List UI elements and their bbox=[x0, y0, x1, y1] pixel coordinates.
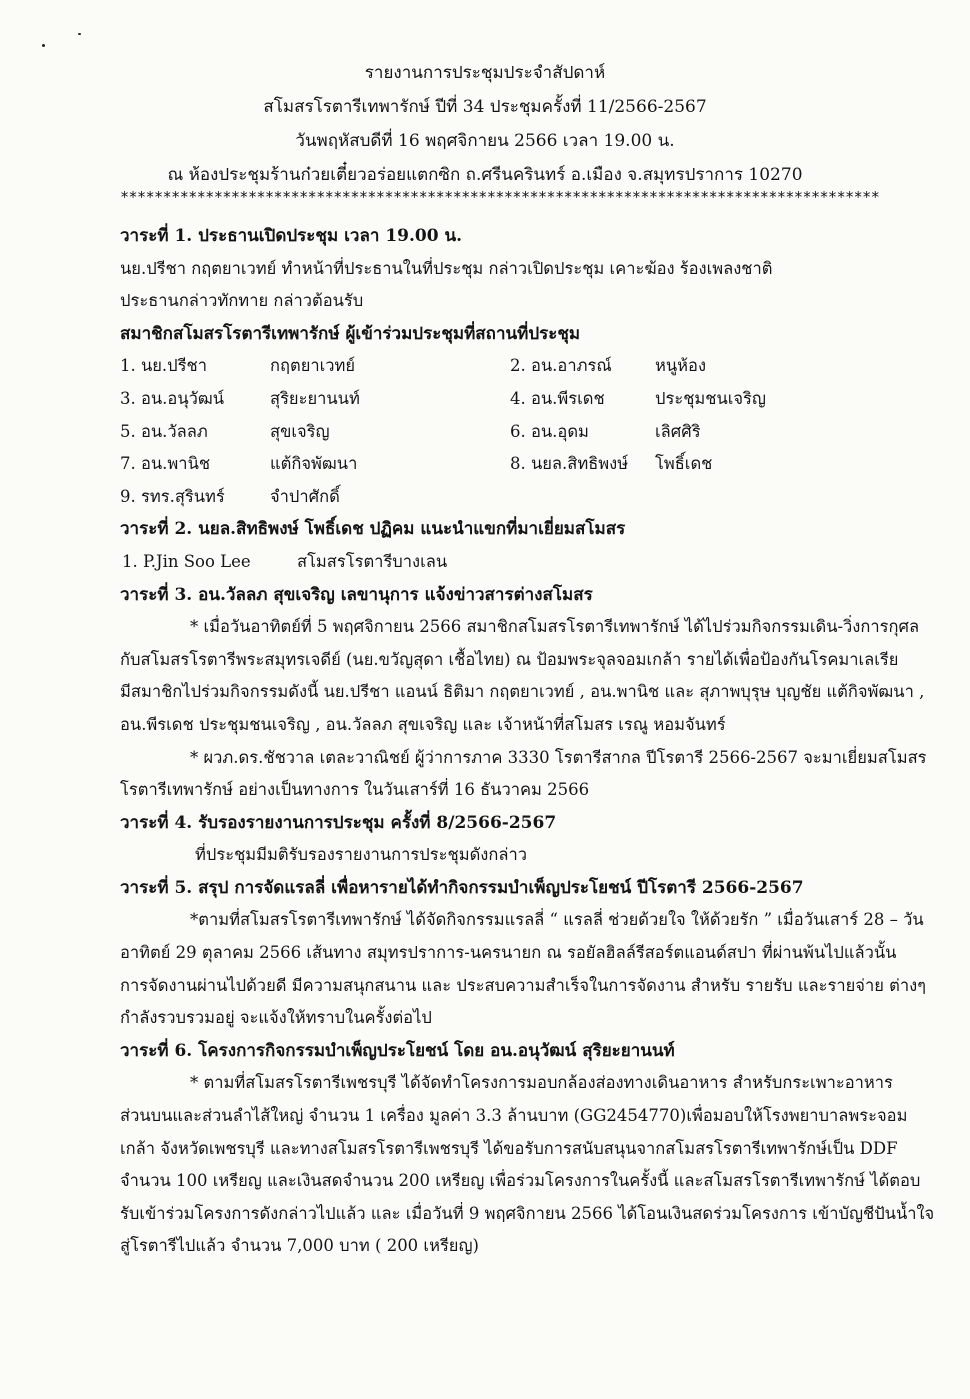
agenda-6-line-6: สู่โรตารีไปแล้ว จำนวน 7,000 บาท ( 200 เหรียญ) bbox=[120, 1236, 479, 1256]
member-surname: สุขเจริญ bbox=[270, 421, 330, 441]
member-name: 1. นย.ปรีชา bbox=[120, 356, 207, 376]
member-name: 8. นยล.สิทธิพงษ์ bbox=[510, 454, 629, 474]
member-name: 2. อน.อาภรณ์ bbox=[510, 356, 612, 376]
agenda-3-p1-line-1: * เมื่อวันอาทิตย์ที่ 5 พฤศจิกายน 2566 สมาชิกสโมสรโรตารีเทพารักษ์ ได้ไปร่วมกิจกรรมเดิน-วิ่งการกุศล bbox=[190, 617, 920, 637]
guest-club: สโมสรโรตารีบางเลน bbox=[297, 551, 448, 571]
agenda-3-p1-line-4: อน.พีรเดช ประชุมชนเจริญ , อน.วัลลภ สุขเจริญ และ เจ้าหน้าที่สโมสร เรณู หอมจันทร์ bbox=[120, 714, 726, 734]
agenda-1-line-2: ประธานกล่าวทักทาย กล่าวต้อนรับ bbox=[120, 291, 364, 311]
member-name: 6. อน.อุดม bbox=[510, 421, 589, 441]
guest-name: 1. P.Jin Soo Lee bbox=[122, 551, 251, 571]
member-surname: เลิศศิริ bbox=[655, 421, 701, 441]
agenda-3-p1-line-2: กับสโมสรโรตารีพระสมุทรเจดีย์ (นย.ขวัญสุดา เชื้อไทย) ณ ป้อมพระจุลจอมเกล้า รายได้เพื่อป้องกันโรคมาเลเรีย bbox=[120, 649, 899, 669]
agenda-2-title: วาระที่ 2. นยล.สิทธิพงษ์ โพธิ์เดช ปฏิคม แนะนำแขกที่มาเยี่ยมสโมสร bbox=[120, 519, 626, 540]
agenda-6-line-2: ส่วนบนและส่วนลำไส้ใหญ่ จำนวน 1 เครื่อง มูลค่า 3.3 ล้านบาท (GG2454770)เพื่อมอบให้โรงพยาบาลพระจอม bbox=[120, 1106, 908, 1126]
agenda-3-title: วาระที่ 3. อน.วัลลภ สุขเจริญ เลขานุการ แจ้งข่าวสารต่างสโมสร bbox=[120, 584, 593, 605]
agenda-6-line-1: * ตามที่สโมสรโรตารีเพชรบุรี ได้จัดทำโครงการมอบกล้องส่องทางเดินอาหาร สำหรับกระเพาะอาหาร bbox=[190, 1073, 893, 1093]
meeting-venue-line: ณ ห้องประชุมร้านก๋วยเตี๋ยวอร่อยแตกซิก ถ.ศรีนครินทร์ อ.เมือง จ.สมุทรปราการ 10270 bbox=[167, 165, 803, 185]
agenda-3-p1-line-3: มีสมาชิกไปร่วมกิจกรรมดังนี้ นย.ปรีชา แอนน์ ธิติมา กฤตยาเวทย์ , อน.พานิช และ สุภาพบุรุษ บุญชัย แต้กิจพัฒนา , bbox=[120, 682, 925, 702]
guest-row bbox=[120, 546, 910, 579]
agenda-1-title: วาระที่ 1. ประธานเปิดประชุม เวลา 19.00 น. bbox=[120, 226, 463, 246]
club-meeting-line: สโมสรโรตารีเทพารักษ์ ปีที่ 34 ประชุมครั้งที่ 11/2566-2567 bbox=[263, 97, 707, 117]
meeting-date-line: วันพฤหัสบดีที่ 16 พฤศจิกายน 2566 เวลา 19.00 น. bbox=[295, 131, 675, 151]
agenda-4-line-1: ที่ประชุมมีมติรับรองรายงานการประชุมดังกล่าว bbox=[195, 845, 527, 865]
member-surname: จำปาศักดิ์ bbox=[270, 486, 340, 506]
member-surname: หนูห้อง bbox=[655, 356, 706, 376]
member-surname: ประชุมชนเจริญ bbox=[655, 388, 766, 408]
agenda-3-p2-line-2: โรตารีเทพารักษ์ อย่างเป็นทางการ ในวันเสาร์ที่ 16 ธันวาคม 2566 bbox=[120, 780, 590, 800]
agenda-1-section bbox=[120, 220, 935, 1263]
member-name: 3. อน.อนุวัฒน์ bbox=[120, 388, 225, 408]
speck-mark bbox=[78, 33, 81, 35]
agenda-6-title: วาระที่ 6. โครงการกิจกรรมบำเพ็ญประโยชน์ โดย อน.อนุวัฒน์ สุริยะยานนท์ bbox=[120, 1040, 675, 1061]
members-list bbox=[120, 350, 910, 513]
member-name: 9. รทร.สุรินทร์ bbox=[120, 486, 225, 506]
agenda-1-line-1: นย.ปรีชา กฤตยาเวทย์ ทำหน้าที่ประธานในที่ประชุม กล่าวเปิดประชุม เคาะฆ้อง ร้องเพลงชาติ bbox=[120, 258, 773, 278]
member-surname: โพธิ์เดช bbox=[655, 454, 713, 474]
agenda-5-line-3: การจัดงานผ่านไปด้วยดี มีความสนุกสนาน และ ประสบความสำเร็จในการจัดงาน สำหรับ รายรับ และรายจ่าย ต่างๆ bbox=[120, 975, 927, 995]
agenda-4-title: วาระที่ 4. รับรองรายงานการประชุม ครั้งที่ 8/2566-2567 bbox=[120, 812, 557, 833]
separator-line: ***************************************************************************************** bbox=[120, 188, 880, 206]
members-title: สมาชิกสโมสรโรตารีเทพารักษ์ ผู้เข้าร่วมประชุมที่สถานที่ประชุม bbox=[120, 323, 581, 344]
agenda-6-line-3: เกล้า จังหวัดเพชรบุรี และทางสโมสรโรตารีเพชรบุรี ได้ขอรับการสนับสนุนจากสโมสรโรตารีเทพารักษ์เป็น DDF bbox=[120, 1138, 898, 1158]
report-header bbox=[0, 56, 970, 192]
member-surname: แต้กิจพัฒนา bbox=[270, 454, 358, 474]
speck-mark bbox=[42, 44, 45, 47]
agenda-5-title: วาระที่ 5. สรุป การจัดแรลลี่ เพื่อหารายได้ทำกิจกรรมบำเพ็ญประโยชน์ ปีโรตารี 2566-2567 bbox=[120, 877, 804, 898]
report-title: รายงานการประชุมประจำสัปดาห์ bbox=[364, 63, 606, 83]
agenda-5-line-2: อาทิตย์ 29 ตุลาคม 2566 เส้นทาง สมุทรปราการ-นครนายก ณ รอยัลฮิลล์รีสอร์ตแอนด์สปา ที่ผ่านพ้นไปแล้วนั้น bbox=[120, 943, 897, 963]
agenda-5-line-1: *ตามที่สโมสรโรตารีเทพารักษ์ ได้จัดกิจกรรมแรลลี่ “ แรลลี่ ช่วยด้วยใจ ให้ด้วยรัก ” เมื่อวันเสาร์ 28 – วัน bbox=[190, 910, 924, 930]
member-name: 4. อน.พีรเดช bbox=[510, 388, 605, 408]
member-surname: สุริยะยานนท์ bbox=[270, 388, 360, 408]
member-name: 5. อน.วัลลภ bbox=[120, 421, 208, 441]
agenda-3-p2-line-1: * ผวภ.ดร.ชัชวาล เตละวาณิชย์ ผู้ว่าการภาค 3330 โรตารีสากล ปีโรตารี 2566-2567 จะมาเยี่ยมสโมสร bbox=[190, 747, 927, 767]
member-surname: กฤตยาเวทย์ bbox=[270, 356, 356, 376]
agenda-6-line-5: รับเข้าร่วมโครงการดังกล่าวไปแล้ว และ เมื่อวันที่ 9 พฤศจิกายน 2566 ได้โอนเงินสดร่วมโครงการ เข้าบัญชีปันน้ำใจ bbox=[120, 1203, 935, 1223]
agenda-5-line-4: กำลังรวบรวมอยู่ จะแจ้งให้ทราบในครั้งต่อไป bbox=[120, 1008, 432, 1028]
member-name: 7. อน.พานิช bbox=[120, 454, 211, 474]
agenda-6-line-4: จำนวน 100 เหรียญ และเงินสดจำนวน 200 เหรียญ เพื่อร่วมโครงการในครั้งนี้ และสโมสรโรตารีเทพารักษ์ ได้ตอบ bbox=[120, 1171, 921, 1191]
